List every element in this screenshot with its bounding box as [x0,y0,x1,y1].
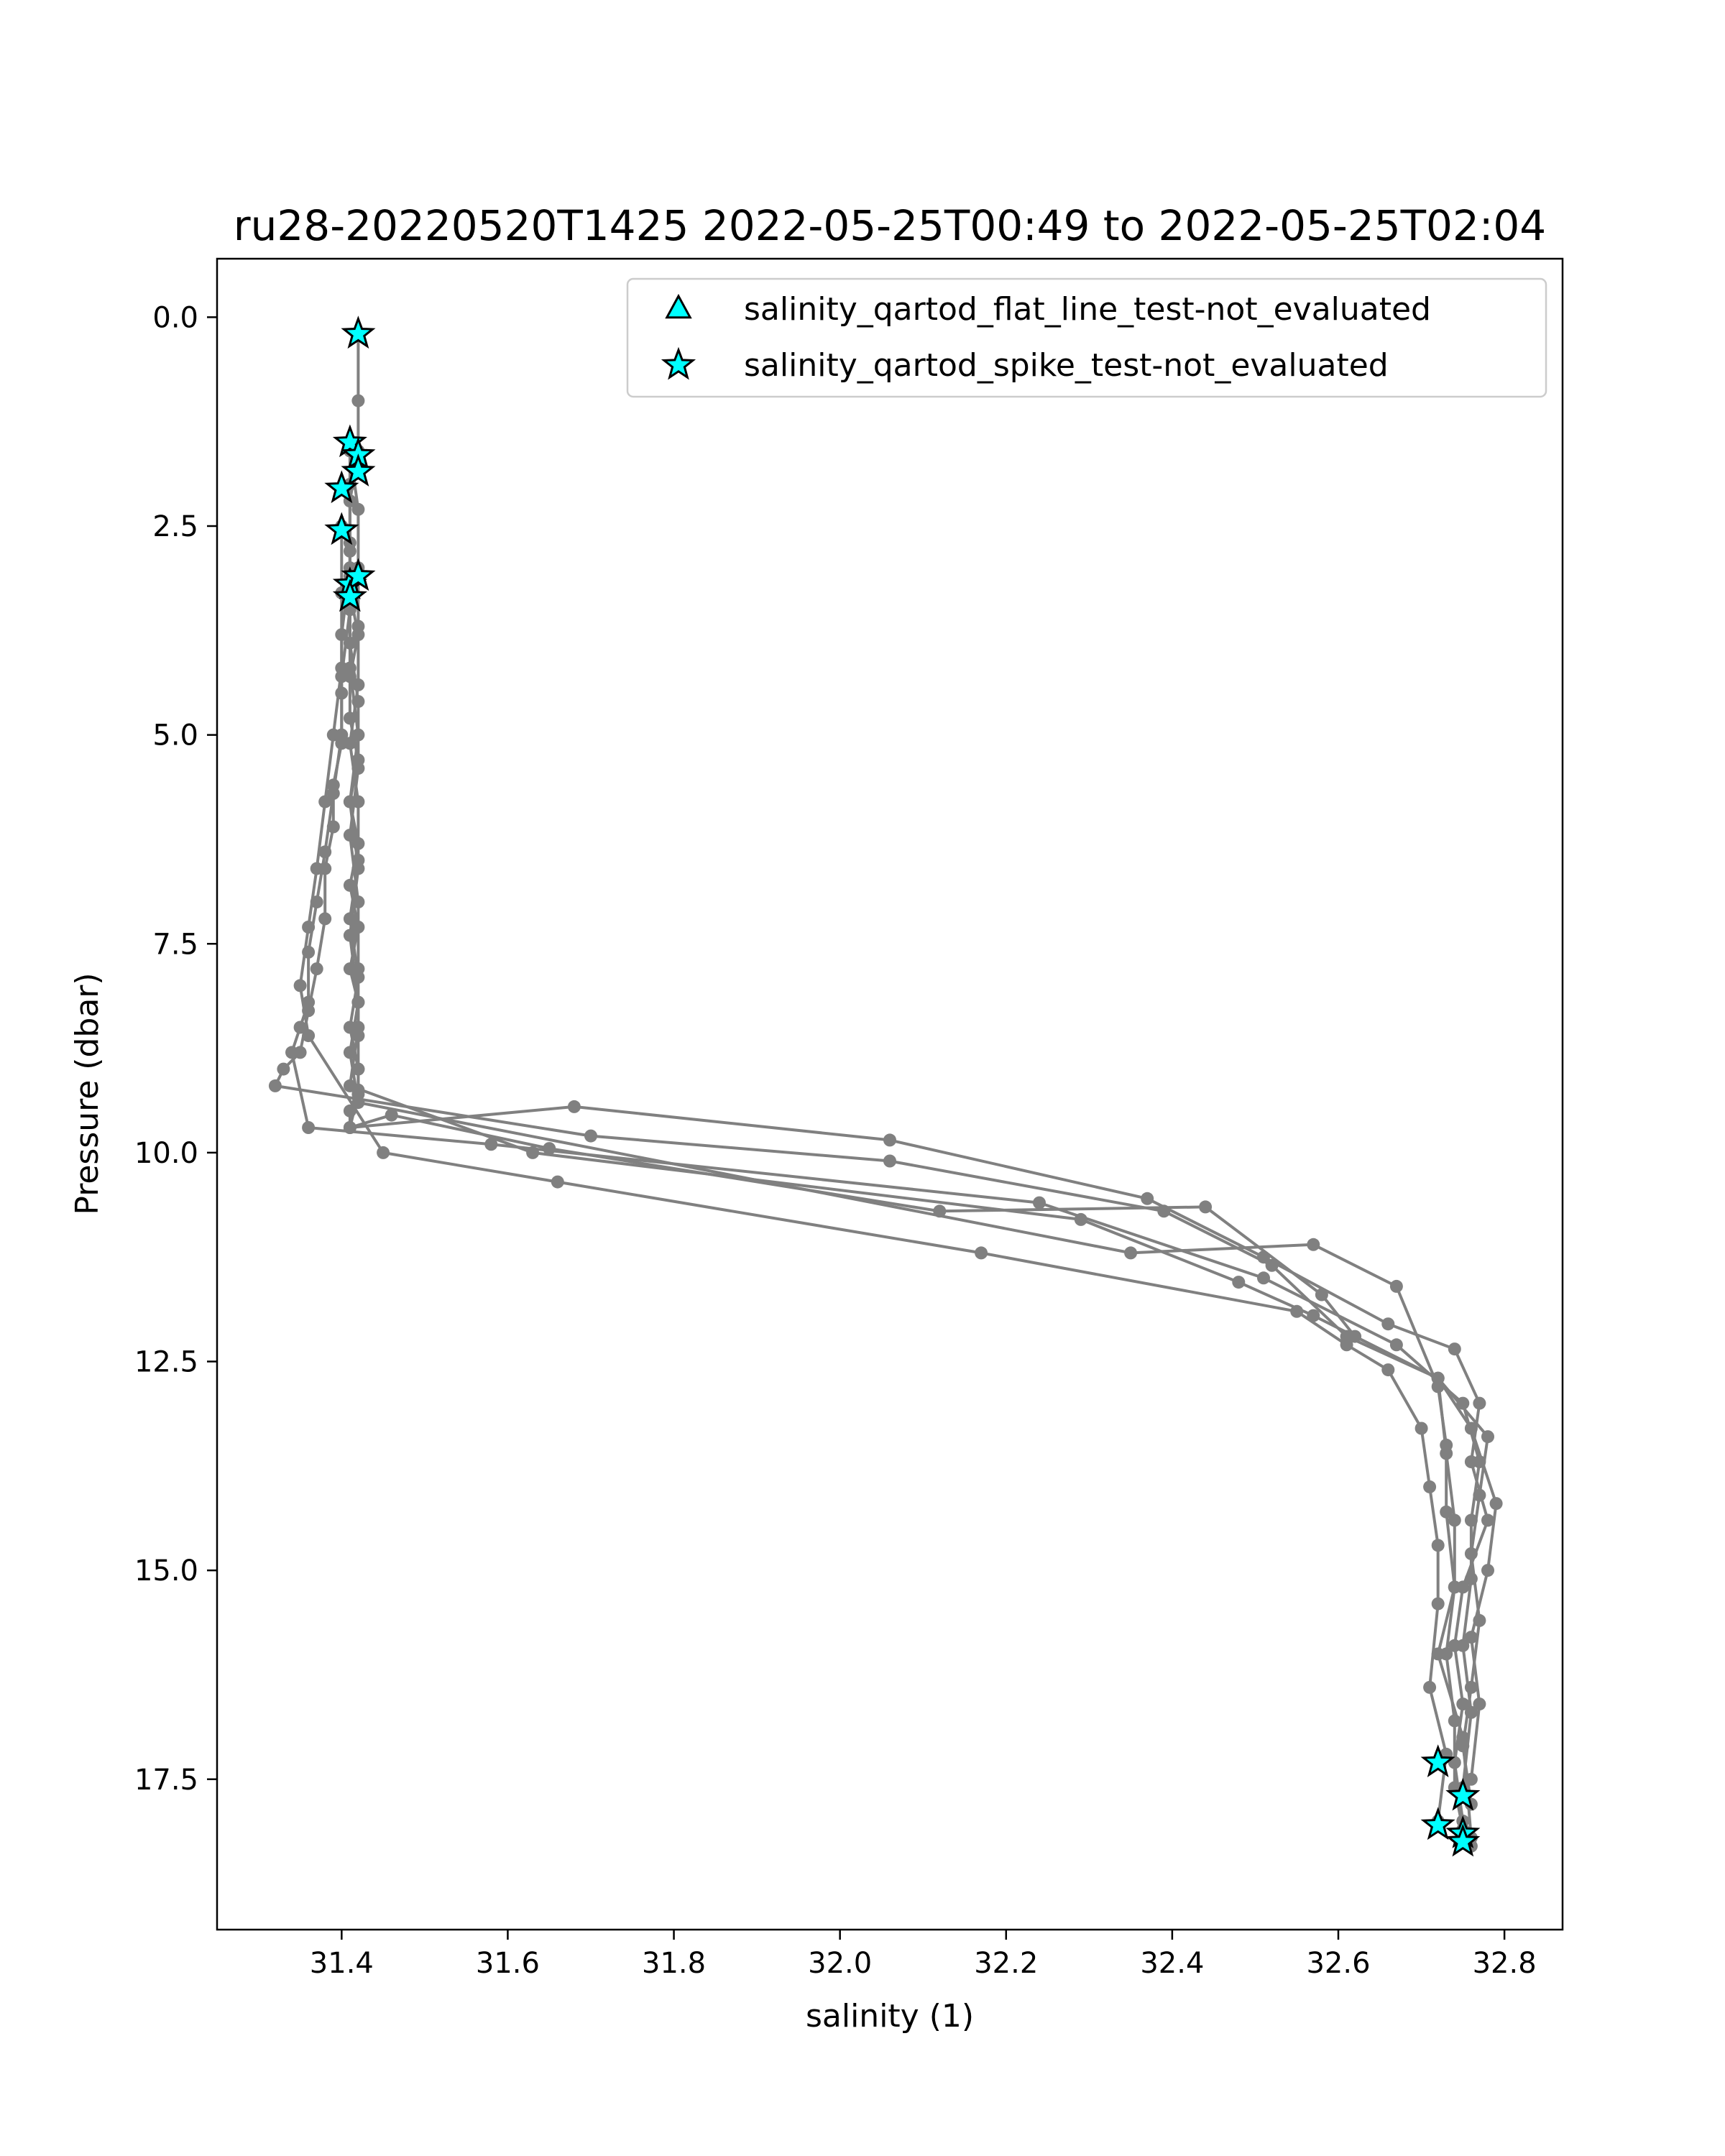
chart-title: ru28-20220520T1425 2022-05-25T00:49 to 2022-05-25T02:04 [233,201,1547,250]
profile-point [1456,1639,1469,1652]
y-tick-label: 10.0 [134,1136,198,1170]
profile-point [1440,1439,1453,1452]
profile-point [351,996,364,1009]
plot-frame [217,259,1563,1930]
profile-point [1033,1197,1046,1210]
profile-point [1448,1580,1461,1593]
profile-point [975,1246,988,1259]
profile-point [1473,1455,1486,1468]
y-axis-label: Pressure (dbar) [69,972,106,1215]
y-tick-label: 7.5 [152,928,198,962]
profile-point [1440,1506,1453,1519]
profile-point [1307,1238,1320,1251]
profile-point [1465,1572,1478,1585]
profile-point [1432,1598,1445,1611]
x-axis [310,1930,1537,1980]
profile-point [351,862,364,875]
profile-point [1199,1200,1212,1213]
x-tick-label: 31.6 [475,1947,540,1980]
profile-point [1473,1397,1486,1410]
profile-point [568,1100,581,1113]
profile-line-3 [350,451,1496,1779]
profile-point [883,1133,896,1146]
x-tick-label: 32.2 [974,1947,1039,1980]
profile-point [883,1155,896,1168]
x-tick-label: 32.8 [1472,1947,1537,1980]
profile-line-1 [350,334,1488,1821]
profile-point [1490,1497,1503,1510]
profile-point [302,1121,315,1134]
profile-point [1340,1338,1353,1351]
profile-point [1257,1271,1270,1284]
profile-point [351,1096,364,1109]
profile-point [1390,1338,1403,1351]
profile-point [1481,1430,1494,1443]
profile-point [351,503,364,516]
profile-point [1124,1246,1137,1259]
profile-point [584,1130,597,1143]
profile-point [1432,1647,1445,1660]
profile-point [327,729,340,742]
x-axis-label: salinity (1) [805,1998,975,2035]
profile-point [1423,1681,1436,1694]
legend-label: salinity_qartod_spike_test-not_evaluated [744,347,1389,384]
profile-point [318,912,331,925]
profile-point [1141,1192,1154,1205]
profile-point [377,1146,390,1159]
profile-point [269,1079,282,1092]
x-tick-label: 32.4 [1140,1947,1205,1980]
profile-point [1232,1276,1245,1289]
profile-point [1315,1289,1328,1302]
profile-point [1448,1342,1461,1355]
flag-markers [327,319,1477,1854]
profile-lines [269,328,1503,1853]
legend [627,279,1546,397]
profile-line-7 [350,602,1471,1838]
flag-marker-star [1424,1810,1453,1838]
profile-point [310,862,323,875]
profile-point [351,729,364,742]
profile-point [1432,1380,1445,1393]
profile-point [1390,1280,1403,1293]
profile-point [351,395,364,407]
profile-point [285,1046,298,1059]
profile-point [318,796,331,808]
x-tick-label: 31.4 [309,1947,374,1980]
profile-point [1456,1397,1469,1410]
profile-point [344,929,356,942]
y-tick-label: 12.5 [134,1345,198,1379]
profile-point [1381,1317,1394,1330]
profile-point [1456,1731,1469,1744]
profile-point [351,620,364,633]
profile-line-5 [300,526,1447,1821]
profile-point [1432,1539,1445,1552]
profile-point [344,1046,356,1059]
y-tick-label: 0.0 [152,301,198,335]
profile-point [1423,1480,1436,1493]
profile-point [302,921,315,934]
profile-point [294,979,307,992]
y-tick-label: 15.0 [134,1554,198,1588]
profile-point [302,1029,315,1042]
y-tick-label: 5.0 [152,719,198,752]
profile-point [277,1063,290,1076]
profile-point [1465,1706,1478,1719]
y-tick-label: 2.5 [152,510,198,543]
profile-point [1381,1363,1394,1376]
x-tick-label: 31.8 [642,1947,707,1980]
y-tick-label: 17.5 [134,1763,198,1797]
profile-point [1481,1564,1494,1577]
y-axis [134,301,217,1796]
profile-line-2 [275,443,1488,1805]
profile-point [1415,1422,1428,1435]
profile-point [344,796,356,808]
profile-point [344,662,356,675]
x-tick-label: 32.6 [1306,1947,1371,1980]
profile-point [526,1146,539,1159]
profile-point [344,912,356,925]
legend-label: salinity_qartod_flat_line_test-not_evaluated [744,291,1431,328]
profile-point [1465,1514,1478,1526]
profile-point [1075,1213,1087,1226]
x-tick-label: 32.0 [808,1947,873,1980]
profile-point [551,1176,564,1189]
profile-point [1307,1309,1320,1322]
profile-point [310,962,323,975]
